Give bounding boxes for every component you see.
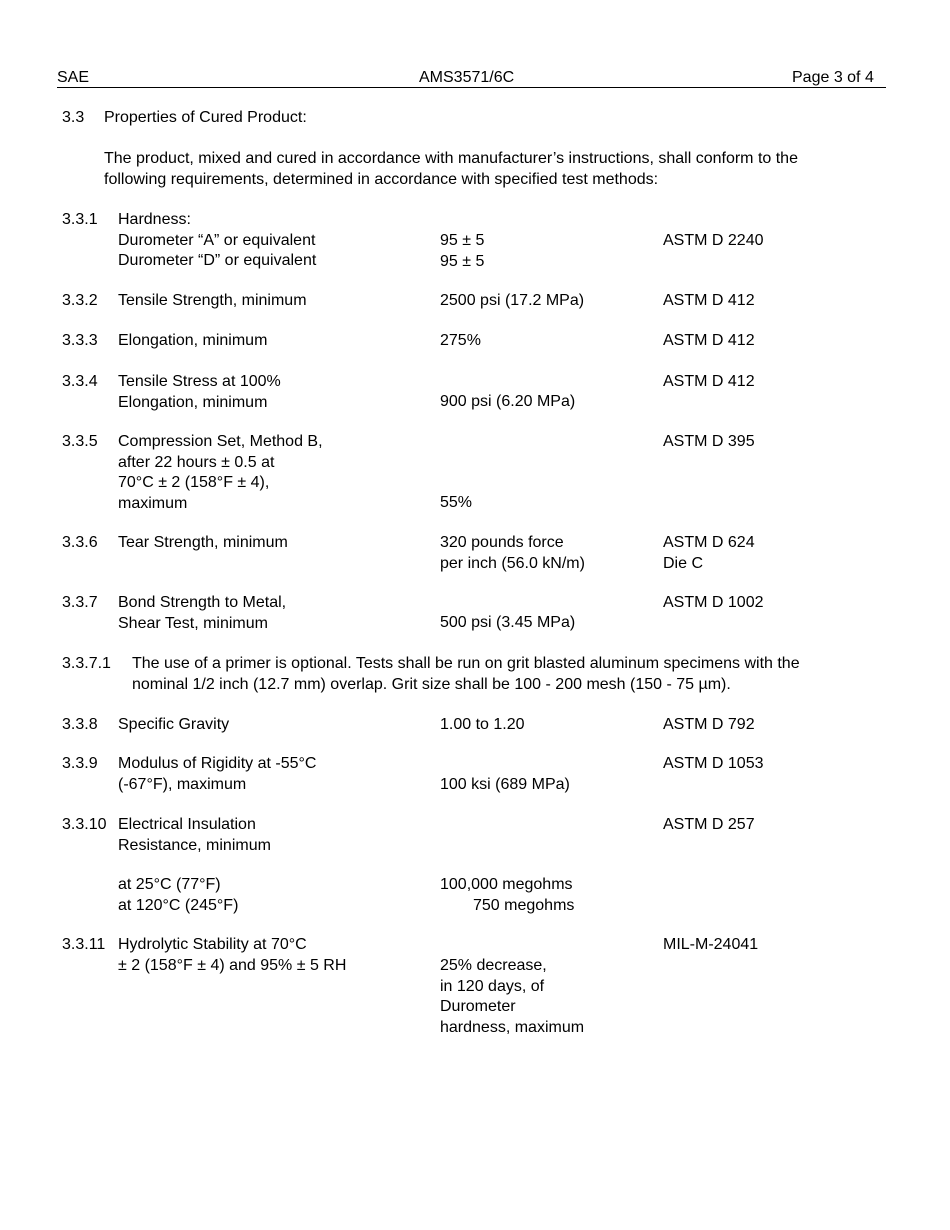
item-number: 3.3.5 [62, 433, 98, 450]
header-org: SAE [57, 69, 90, 86]
item-test-method: ASTM D 2240 [663, 232, 764, 249]
item-value: 100,000 megohms [440, 876, 573, 893]
item-description-line: ± 2 (158°F ± 4) and 95% ± 5 RH [118, 956, 347, 974]
item-test-method: ASTM D 412 [663, 373, 755, 390]
item-value [440, 956, 584, 1038]
item-value-line: in 120 days, of [440, 977, 545, 995]
item-number: 3.3.7 [62, 594, 98, 611]
item-description-line: Hydrolytic Stability at 70°C [118, 936, 307, 953]
item-test-method-line: Die C [663, 554, 704, 572]
item-number: 3.3.2 [62, 292, 98, 309]
item-description-line: 70°C ± 2 (158°F ± 4), [118, 474, 270, 491]
item-number: 3.3.4 [62, 373, 98, 390]
item-number: 3.3.9 [62, 755, 98, 772]
item-value: 55% [440, 494, 473, 511]
item-test-method: ASTM D 395 [663, 433, 755, 450]
item-value-line: 95 ± 5 [440, 252, 485, 270]
item-value-line: 95 ± 5 [440, 232, 485, 249]
item-number: 3.3.10 [62, 816, 107, 833]
item-description-line: Bond Strength to Metal, [118, 594, 287, 611]
item-test-method: ASTM D 1053 [663, 755, 764, 772]
item-description [118, 754, 316, 795]
item-value: 500 psi (3.45 MPa) [440, 614, 576, 631]
section-intro-line: The product, mixed and cured in accordance with manufacturer’s instructions, shall conform to the [104, 150, 798, 167]
header-page-number: Page 3 of 4 [792, 69, 874, 86]
item-description [118, 432, 323, 514]
item-description [118, 815, 271, 856]
item-description-line: Shear Test, minimum [118, 614, 268, 632]
note-text [132, 654, 800, 695]
item-sub-condition-line: at 120°C (245°F) [118, 896, 239, 914]
item-value [440, 533, 585, 574]
item-description-line: Durometer “A” or equivalent [118, 231, 316, 249]
item-value [440, 231, 484, 272]
item-value-line: Durometer [440, 998, 516, 1015]
item-description-line: Modulus of Rigidity at -55°C [118, 755, 317, 772]
item-test-method-line: ASTM D 624 [663, 534, 755, 551]
item-description [118, 210, 316, 272]
item-number: 3.3.3 [62, 332, 98, 349]
item-value: 1.00 to 1.20 [440, 716, 525, 733]
item-test-method: ASTM D 257 [663, 816, 755, 833]
section-intro-line: following requirements, determined in accordance with specified test methods: [104, 170, 659, 188]
item-value: 750 megohms [473, 897, 575, 914]
item-description-line: Compression Set, Method B, [118, 433, 323, 450]
item-description-line: Tensile Stress at 100% [118, 373, 281, 390]
item-test-method [663, 533, 755, 574]
item-test-method: ASTM D 1002 [663, 594, 764, 611]
section-number: 3.3 [62, 109, 85, 126]
item-description: Tear Strength, minimum [118, 534, 288, 551]
item-number: 3.3.1 [62, 211, 98, 228]
item-number: 3.3.6 [62, 534, 98, 551]
header-doc-number: AMS3571/6C [419, 69, 515, 86]
item-description-line: Durometer “D” or equivalent [118, 252, 317, 269]
header-rule [57, 87, 886, 88]
item-description [118, 935, 346, 976]
item-sub-condition [118, 875, 238, 916]
item-value-line: per inch (56.0 kN/m) [440, 554, 585, 572]
note-text-line: The use of a primer is optional. Tests shall be run on grit blasted aluminum specimens with the [132, 655, 800, 672]
item-value-line: hardness, maximum [440, 1018, 585, 1036]
note-number: 3.3.7.1 [62, 655, 111, 672]
item-description-line: Resistance, minimum [118, 836, 271, 854]
item-description [118, 372, 281, 413]
item-value-line: 25% decrease, [440, 957, 547, 974]
item-description [118, 593, 286, 634]
item-sub-condition-line: at 25°C (77°F) [118, 876, 221, 893]
item-test-method: ASTM D 412 [663, 292, 755, 309]
item-description: Tensile Strength, minimum [118, 292, 307, 309]
item-description-line: Electrical Insulation [118, 816, 256, 833]
item-value-line: 320 pounds force [440, 534, 564, 551]
item-value: 900 psi (6.20 MPa) [440, 393, 576, 410]
item-description-line: maximum [118, 494, 188, 512]
item-description: Elongation, minimum [118, 332, 268, 349]
item-description: Specific Gravity [118, 716, 230, 733]
section-intro [104, 149, 798, 190]
section-title: Properties of Cured Product: [104, 109, 307, 126]
item-description-line: after 22 hours ± 0.5 at [118, 453, 275, 471]
item-description-line: Hardness: [118, 211, 191, 228]
item-number: 3.3.8 [62, 716, 98, 733]
item-value: 275% [440, 332, 481, 349]
item-number: 3.3.11 [62, 936, 106, 953]
item-test-method: ASTM D 412 [663, 332, 755, 349]
item-value: 2500 psi (17.2 MPa) [440, 292, 585, 309]
note-text-line: nominal 1/2 inch (12.7 mm) overlap. Grit size shall be 100 - 200 mesh (150 - 75 µm). [132, 675, 731, 693]
item-description-line: (-67°F), maximum [118, 775, 247, 793]
item-description-line: Elongation, minimum [118, 393, 268, 411]
item-test-method: ASTM D 792 [663, 716, 755, 733]
item-value: 100 ksi (689 MPa) [440, 776, 570, 793]
item-test-method: MIL-M-24041 [663, 936, 759, 953]
